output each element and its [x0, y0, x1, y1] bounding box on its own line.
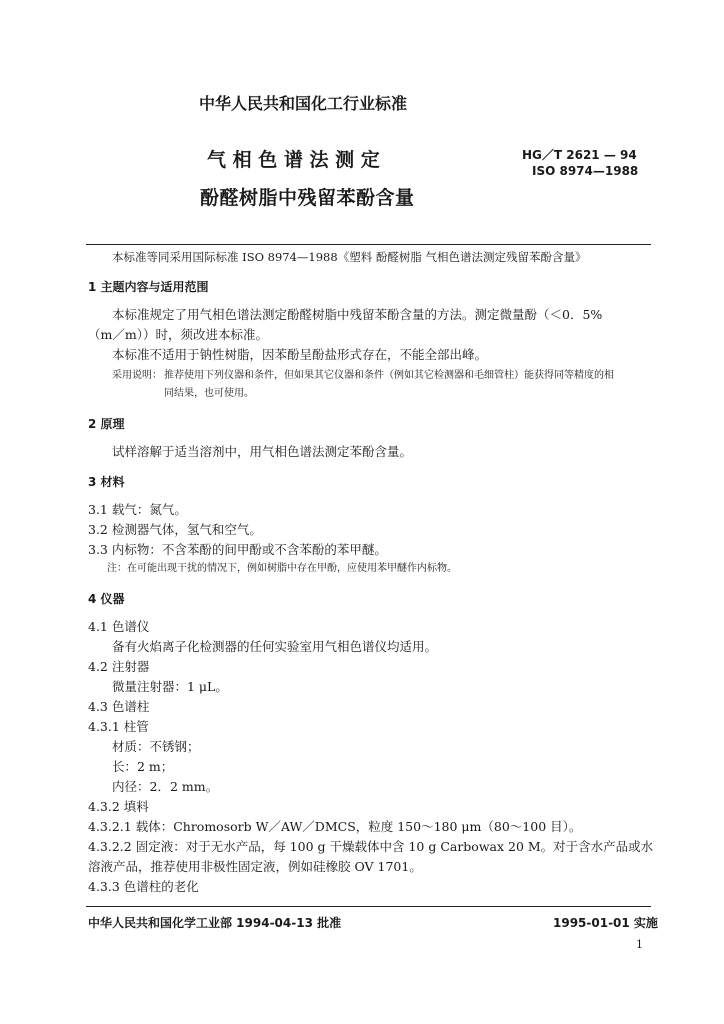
section-4-2-text: 微量注射器：1 μL。 [112, 679, 228, 694]
section-2-heading: 2 原理 [88, 417, 125, 431]
section-4-3-2-1-text: 4.3.2.1 载体：Chromosorb W／AW／DMCS，粒度 150～180 μm（80～100 目）。 [88, 819, 582, 834]
adoption-note-label: 采用说明： [112, 370, 162, 381]
footer-rule [86, 906, 651, 907]
section-4-3-2-2-text-a: 4.3.2.2 固定液：对于无水产品，每 100 g 干燥载体中含 10 g Carbowax 20 M。对于含水产品或水 [88, 839, 654, 854]
page-number: 1 [636, 938, 643, 951]
header-rule [86, 244, 651, 245]
section-4-heading: 4 仪器 [88, 592, 125, 606]
section-4-2-heading: 4.2 注射器 [88, 659, 150, 674]
adoption-statement: 本标准等同采用国际标准 ISO 8974—1988《塑料 酚醛树脂 气相色谱法测定残留苯酚含量》 [112, 250, 587, 264]
column-length: 长：2 m； [112, 759, 174, 774]
section-4-3-3-heading: 4.3.3 色谱柱的老化 [88, 879, 199, 894]
column-inner-diameter: 内径：2．2 mm。 [112, 779, 219, 794]
section-1-para-1a: 本标准规定了用气相色谱法测定酚醛树脂中残留苯酚含量的方法。测定微量酚（＜0．5% [112, 307, 603, 322]
column-material: 材质：不锈钢； [112, 739, 200, 754]
section-3-note: 注：在可能出现干扰的情况下，例如树脂中存在甲酚，应使用苯甲醚作内标物。 [107, 563, 457, 574]
section-3-item-3: 3.3 内标物：不含苯酚的间甲酚或不含苯酚的苯甲醚。 [88, 542, 387, 557]
adoption-note-line-b: 同结果，也可使用。 [164, 388, 254, 399]
approval-line: 中华人民共和国化学工业部 1994-04-13 批准 [88, 916, 342, 930]
section-3-item-1: 3.1 载气：氮气。 [88, 502, 187, 517]
document-title-line1: 气 相 色 谱 法 测 定 [207, 149, 380, 171]
section-3-item-2: 3.2 检测器气体，氢气和空气。 [88, 522, 262, 537]
section-2-para-1: 试样溶解于适当溶剂中，用气相色谱法测定苯酚含量。 [112, 444, 413, 459]
section-4-1-text: 备有火焰离子化检测器的任何实验室用气相色谱仪均适用。 [112, 639, 438, 654]
section-4-3-2-heading: 4.3.2 填料 [88, 799, 149, 814]
section-1-heading: 1 主题内容与适用范围 [88, 280, 209, 294]
org-title: 中华人民共和国化工行业标准 [199, 94, 408, 113]
section-1-para-2: 本标准不适用于钠性树脂，因苯酚呈酚盐形式存在，不能全部出峰。 [112, 347, 488, 362]
standard-code-iso: ISO 8974—1988 [532, 164, 639, 178]
section-4-3-1-heading: 4.3.1 柱管 [88, 719, 149, 734]
section-1-para-1b: （m／m））时，须改进本标准。 [88, 327, 268, 342]
section-4-3-heading: 4.3 色谱柱 [88, 699, 150, 714]
adoption-note-line-a: 推荐使用下列仪器和条件，但如果其它仪器和条件（例如其它检测器和毛细管柱）能获得同等精度的相 [164, 370, 614, 381]
effective-date: 1995-01-01 实施 [553, 916, 658, 930]
standard-code-hg: HG／T 2621 — 94 [522, 148, 637, 162]
document-title-line2: 酚醛树脂中残留苯酚含量 [200, 187, 415, 209]
section-3-heading: 3 材料 [88, 475, 125, 489]
section-4-1-heading: 4.1 色谱仪 [88, 619, 150, 634]
section-4-3-2-2-text-b: 溶液产品，推荐使用非极性固定液，例如硅橡胶 OV 1701。 [88, 859, 422, 874]
